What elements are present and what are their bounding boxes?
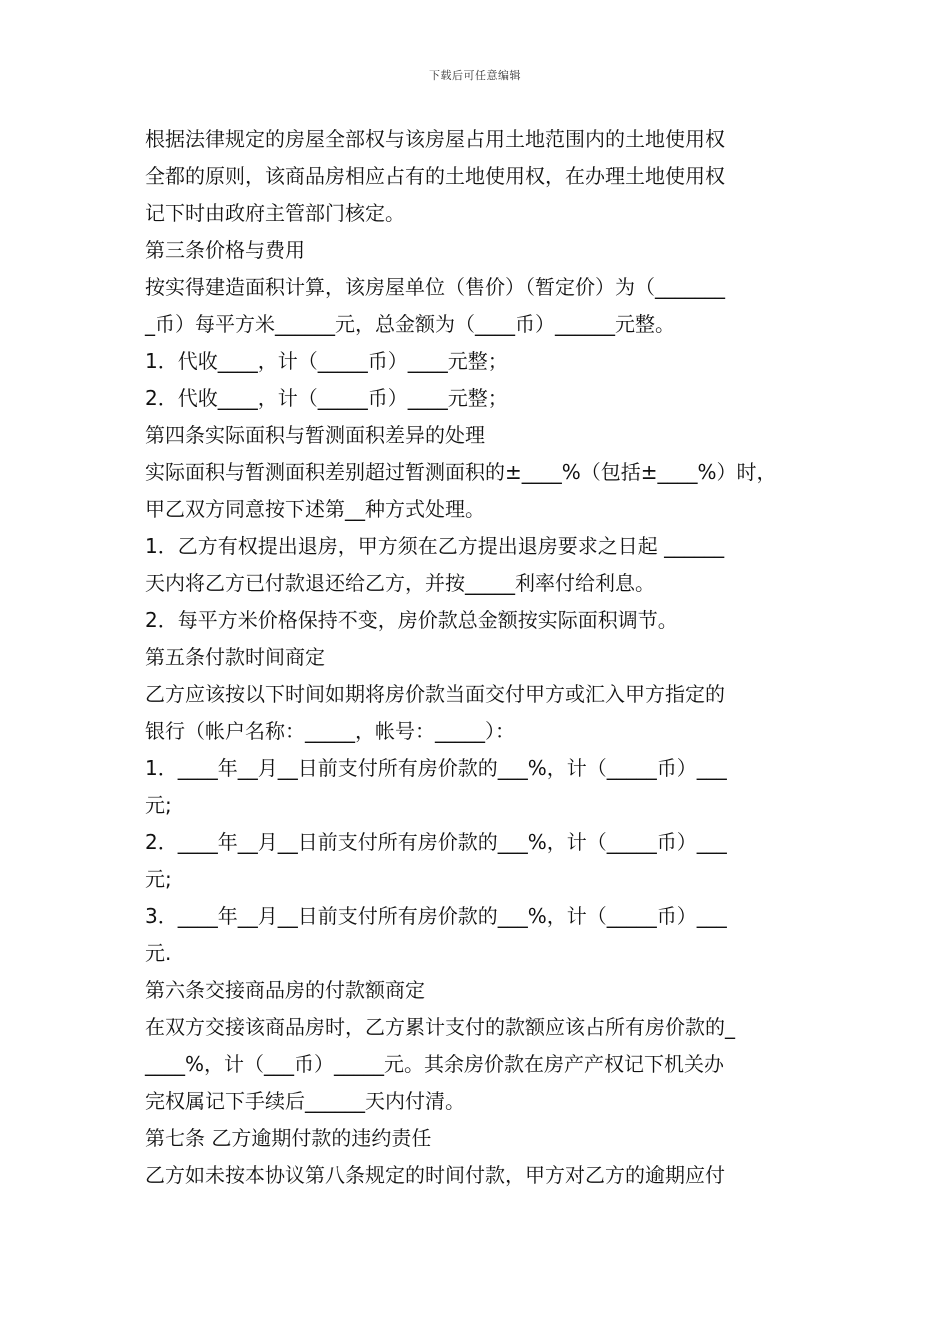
section-heading: 第四条实际面积与暂测面积差异的处理 <box>145 423 485 447</box>
text-line: 按实得建造面积计算，该房屋单位（售价）（暂定价）为（_______ <box>145 275 725 299</box>
text-line: 根据法律规定的房屋全部权与该房屋占用土地范围内的土地使用权 <box>145 127 725 151</box>
text-line: 元. <box>145 941 172 965</box>
text-line: ____%，计（___币）_____元。其余房价款在房产产权记下机关办 <box>145 1052 725 1076</box>
list-item: 1．____年__月__日前支付所有房价款的___%，计（_____币）___ <box>145 756 727 780</box>
text-line: 全都的原则，该商品房相应占有的土地使用权，在办理土地使用权 <box>145 164 725 188</box>
document-body <box>145 121 813 1194</box>
text-line: 甲乙双方同意按下述第__种方式处理。 <box>145 497 485 521</box>
text-line: 实际面积与暂测面积差别超过暂测面积的±____%（包括±____%）时， <box>145 460 777 484</box>
text-line: 银行（帐户名称：_____，帐号：_____）： <box>145 719 515 743</box>
text-line: 乙方如未按本协议第八条规定的时间付款，甲方对乙方的逾期应付 <box>145 1163 725 1187</box>
section-heading: 第五条付款时间商定 <box>145 645 325 669</box>
list-item: 3．____年__月__日前支付所有房价款的___%，计（_____币）___ <box>145 904 727 928</box>
text-line: 记下时由政府主管部门核定。 <box>145 201 405 225</box>
text-line: 天内将乙方已付款退还给乙方，并按_____利率付给利息。 <box>145 571 655 595</box>
text-line: 元; <box>145 867 172 891</box>
section-heading: 第六条交接商品房的付款额商定 <box>145 978 425 1002</box>
section-heading: 第三条价格与费用 <box>145 238 305 262</box>
list-item: 2．代收____，计（_____币）____元整； <box>145 386 508 410</box>
list-item: 1．代收____，计（_____币）____元整； <box>145 349 508 373</box>
page-header: 下载后可任意编辑 <box>429 69 521 82</box>
text-line: _币）每平方米______元，总金额为（____币）______元整。 <box>145 312 675 336</box>
text-line: 乙方应该按以下时间如期将房价款当面交付甲方或汇入甲方指定的 <box>145 682 725 706</box>
list-item: 2．每平方米价格保持不变，房价款总金额按实际面积调节。 <box>145 608 678 632</box>
text-line: 元; <box>145 793 172 817</box>
list-item: 1．乙方有权提出退房，甲方须在乙方提出退房要求之日起 ______ <box>145 534 725 558</box>
text-line: 在双方交接该商品房时，乙方累计支付的款额应该占所有房价款的_ <box>145 1015 735 1039</box>
text-line: 完权属记下手续后______天内付清。 <box>145 1089 465 1113</box>
list-item: 2．____年__月__日前支付所有房价款的___%，计（_____币）___ <box>145 830 727 854</box>
section-heading: 第七条 乙方逾期付款的违约责任 <box>145 1126 432 1150</box>
